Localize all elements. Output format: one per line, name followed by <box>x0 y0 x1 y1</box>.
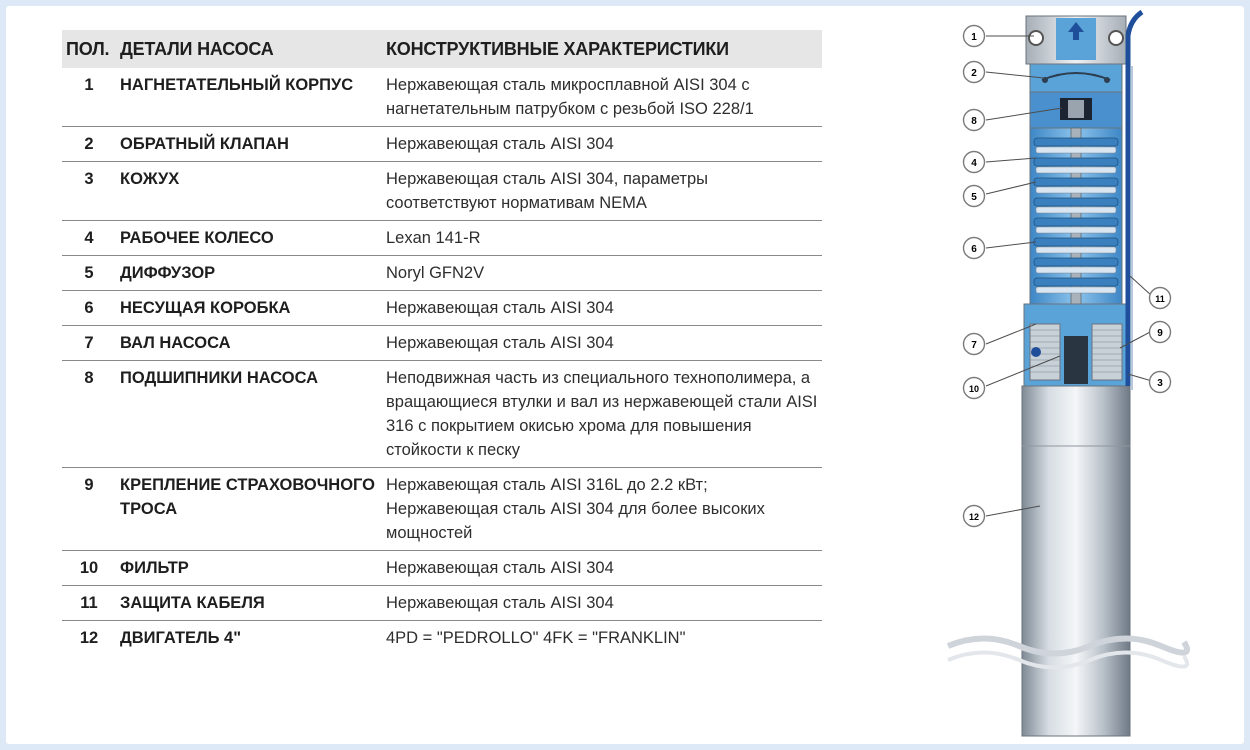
table-row <box>62 127 822 162</box>
row-part: НЕСУЩАЯ КОРОБКА <box>116 291 382 326</box>
callout-11 <box>1150 288 1171 309</box>
row-spec: Нержавеющая сталь AISI 316L до 2.2 кВт; Нержавеющая сталь AISI 304 для более высоких мощностей <box>382 468 822 551</box>
row-part: КРЕПЛЕНИЕ СТРАХОВОЧНОГО ТРОСА <box>116 468 382 551</box>
svg-text:12: 12 <box>968 512 980 522</box>
header-spec: КОНСТРУКТИВНЫЕ ХАРАКТЕРИСТИКИ <box>382 30 822 68</box>
row-part: ВАЛ НАСОСА <box>116 326 382 361</box>
row-pos: 7 <box>62 326 116 361</box>
row-pos: 9 <box>62 468 116 551</box>
upper-bearing <box>1030 92 1122 128</box>
svg-text:5: 5 <box>971 192 977 203</box>
svg-text:11: 11 <box>1155 294 1165 304</box>
row-pos: 6 <box>62 291 116 326</box>
spec-table-area <box>62 30 822 655</box>
svg-text:6: 6 <box>971 244 977 255</box>
row-spec: Нержавеющая сталь AISI 304 <box>382 127 822 162</box>
row-spec: 4PD = "PEDROLLO" 4FK = "FRANKLIN" <box>386 629 686 647</box>
table-row <box>62 68 822 127</box>
row-pos: 1 <box>62 68 116 127</box>
row-part: ПОДШИПНИКИ НАСОСА <box>116 361 382 468</box>
row-spec: Неподвижная часть из специального технополимера, а вращающиеся втулки и вал из нержавеющей стали AISI 316 с покрытием окисью хрома для повышения стойкости к песку <box>382 361 822 468</box>
callout-7 <box>964 334 985 355</box>
pump-cutaway-drawing <box>944 6 1244 744</box>
callout-6 <box>964 238 985 259</box>
row-spec: Нержавеющая сталь AISI 304 <box>382 326 822 361</box>
row-pos: 5 <box>62 256 116 291</box>
table-row <box>62 326 822 361</box>
table-row <box>62 468 822 551</box>
row-spec: Нержавеющая сталь AISI 304 <box>382 551 822 586</box>
svg-text:8: 8 <box>971 116 977 127</box>
row-spec: Нержавеющая сталь AISI 304 <box>382 291 822 326</box>
suction-filter <box>1024 304 1128 386</box>
row-spec: Noryl GFN2V <box>382 256 822 291</box>
spec-table <box>62 30 822 655</box>
row-pos: 4 <box>62 221 116 256</box>
row-pos: 10 <box>62 551 116 586</box>
svg-text:3: 3 <box>1157 378 1163 389</box>
table-row <box>62 551 822 586</box>
motor-body <box>1022 386 1130 736</box>
svg-text:2: 2 <box>971 68 977 79</box>
row-part: КОЖУХ <box>116 162 382 221</box>
row-spec: Lexan 141-R <box>382 221 822 256</box>
callout-9 <box>1150 322 1171 343</box>
row-part: РАБОЧЕЕ КОЛЕСО <box>116 221 382 256</box>
table-row <box>62 162 822 221</box>
callout-2 <box>964 62 985 83</box>
svg-text:1: 1 <box>971 32 977 43</box>
row-part: ОБРАТНЫЙ КЛАПАН <box>116 127 382 162</box>
row-pos: 2 <box>62 127 116 162</box>
svg-text:4: 4 <box>971 158 977 169</box>
pump-head <box>1026 16 1126 64</box>
row-spec: Нержавеющая сталь микросплавной AISI 304 с нагнетательным патрубком с резьбой ISO 228/1 <box>382 68 822 127</box>
row-part: НАГНЕТАТЕЛЬНЫЙ КОРПУС <box>116 68 382 127</box>
row-pos: 3 <box>62 162 116 221</box>
pump-diagram <box>944 6 1244 744</box>
table-row <box>62 586 822 621</box>
table-row <box>62 256 822 291</box>
svg-text:10: 10 <box>968 384 980 394</box>
table-row <box>62 291 822 326</box>
row-pos: 12 <box>79 629 99 647</box>
row-part: ЗАЩИТА КАБЕЛЯ <box>116 586 382 621</box>
header-part: ДЕТАЛИ НАСОСА <box>116 30 382 68</box>
row-part: ДВИГАТЕЛЬ 4" <box>120 629 242 647</box>
row-pos: 8 <box>62 361 116 468</box>
svg-text:7: 7 <box>971 340 977 351</box>
callout-10 <box>964 378 985 399</box>
callout-5 <box>964 186 985 207</box>
table-row <box>62 621 822 656</box>
row-part: ДИФФУЗОР <box>116 256 382 291</box>
callout-4 <box>964 152 985 173</box>
table-row <box>62 221 822 256</box>
table-header-row <box>62 30 822 68</box>
table-row <box>62 361 822 468</box>
row-spec: Нержавеющая сталь AISI 304, параметры соответствуют нормативам NEMA <box>382 162 822 221</box>
callout-3 <box>1150 372 1171 393</box>
row-spec: Нержавеющая сталь AISI 304 <box>382 586 822 621</box>
callout-1 <box>964 26 985 47</box>
page-frame <box>6 6 1244 744</box>
callout-8 <box>964 110 985 131</box>
svg-text:9: 9 <box>1157 328 1163 339</box>
callout-12 <box>964 506 985 527</box>
row-part: ФИЛЬТР <box>116 551 382 586</box>
cable-guard <box>1128 12 1142 390</box>
row-pos: 11 <box>62 586 116 621</box>
header-pos: ПОЛ. <box>62 30 116 68</box>
